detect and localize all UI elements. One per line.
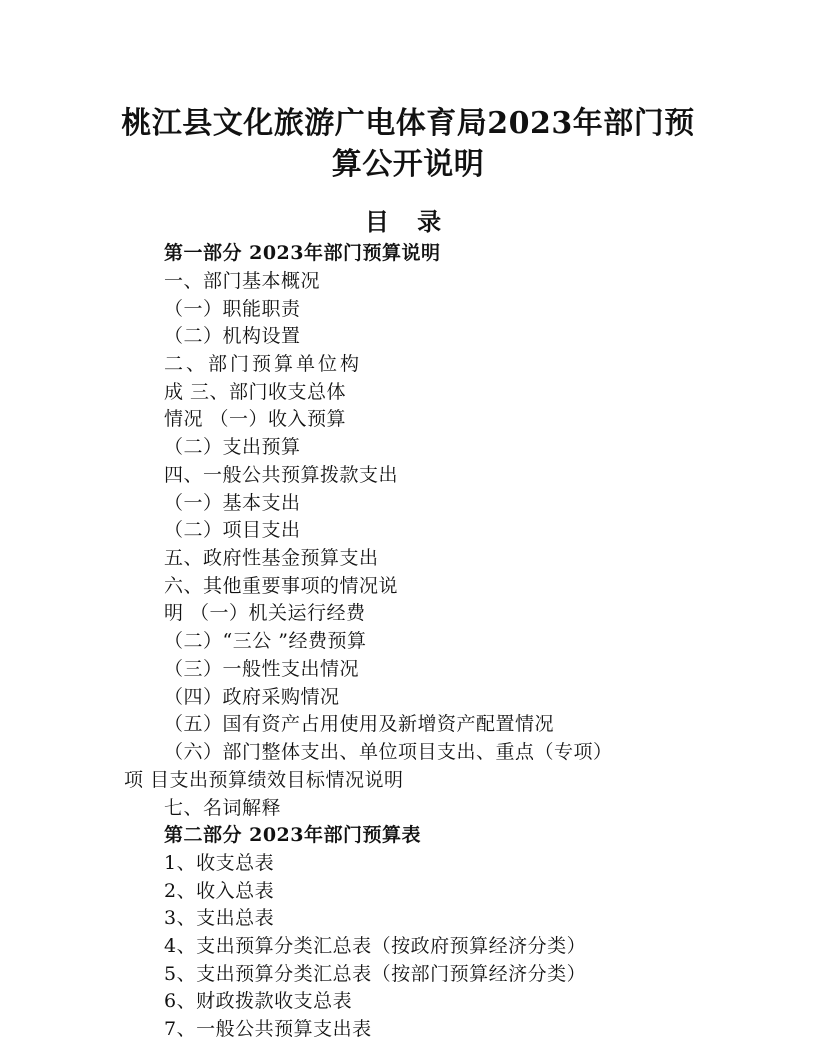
toc-item: 4、支出预算分类汇总表（按政府预算经济分类） bbox=[164, 935, 587, 957]
toc-item: 六、其他重要事项的情况说 bbox=[164, 575, 399, 597]
toc-item: （二）“三公 ”经费预算 bbox=[164, 630, 367, 652]
toc-item: （四）政府采购情况 bbox=[164, 686, 340, 708]
toc-item: 一、部门基本概况 bbox=[164, 270, 321, 292]
toc-item: 6、财政拨款收支总表 bbox=[164, 990, 353, 1012]
document-title-line2: 算公开说明 bbox=[331, 147, 485, 182]
toc-item: 七、名词解释 bbox=[164, 797, 282, 819]
toc-item: 情况 （一）收入预算 bbox=[164, 408, 347, 430]
toc-heading: 目 录 bbox=[364, 207, 452, 236]
toc-item: 7、一般公共预算支出表 bbox=[164, 1018, 372, 1040]
toc-item: 项 目支出预算绩效目标情况说明 bbox=[124, 769, 404, 791]
toc-item: 1、收支总表 bbox=[164, 852, 275, 874]
toc-item: 明 （一）机关运行经费 bbox=[164, 602, 366, 624]
toc-item: （三）一般性支出情况 bbox=[164, 658, 360, 680]
toc-item: （一）基本支出 bbox=[164, 492, 301, 514]
toc-item: 成 三、部门收支总体 bbox=[164, 381, 347, 403]
toc-item: （二）机构设置 bbox=[164, 325, 301, 347]
toc-item: （二）支出预算 bbox=[164, 436, 301, 458]
toc-item: （一）职能职责 bbox=[164, 298, 301, 320]
toc-part-two: 第二部分 2023年部门预算表 bbox=[164, 824, 421, 846]
toc-item: 3、支出总表 bbox=[164, 907, 275, 929]
toc-item: 五、政府性基金预算支出 bbox=[164, 547, 379, 569]
toc-item: 5、支出预算分类汇总表（按部门预算经济分类） bbox=[164, 963, 587, 985]
toc-item: （五）国有资产占用使用及新增资产配置情况 bbox=[164, 713, 555, 735]
toc-item: 四、一般公共预算拨款支出 bbox=[164, 464, 399, 486]
toc-item: 二、部门预算单位构 bbox=[164, 353, 363, 375]
toc-item: （六）部门整体支出、单位项目支出、重点（专项） bbox=[164, 741, 613, 763]
toc-part-one: 第一部分 2023年部门预算说明 bbox=[164, 242, 441, 264]
toc-item: 2、收入总表 bbox=[164, 880, 275, 902]
toc-item: （二）项目支出 bbox=[164, 519, 301, 541]
document-title-line1: 桃江县文化旅游广电体育局2023年部门预 bbox=[121, 106, 695, 141]
